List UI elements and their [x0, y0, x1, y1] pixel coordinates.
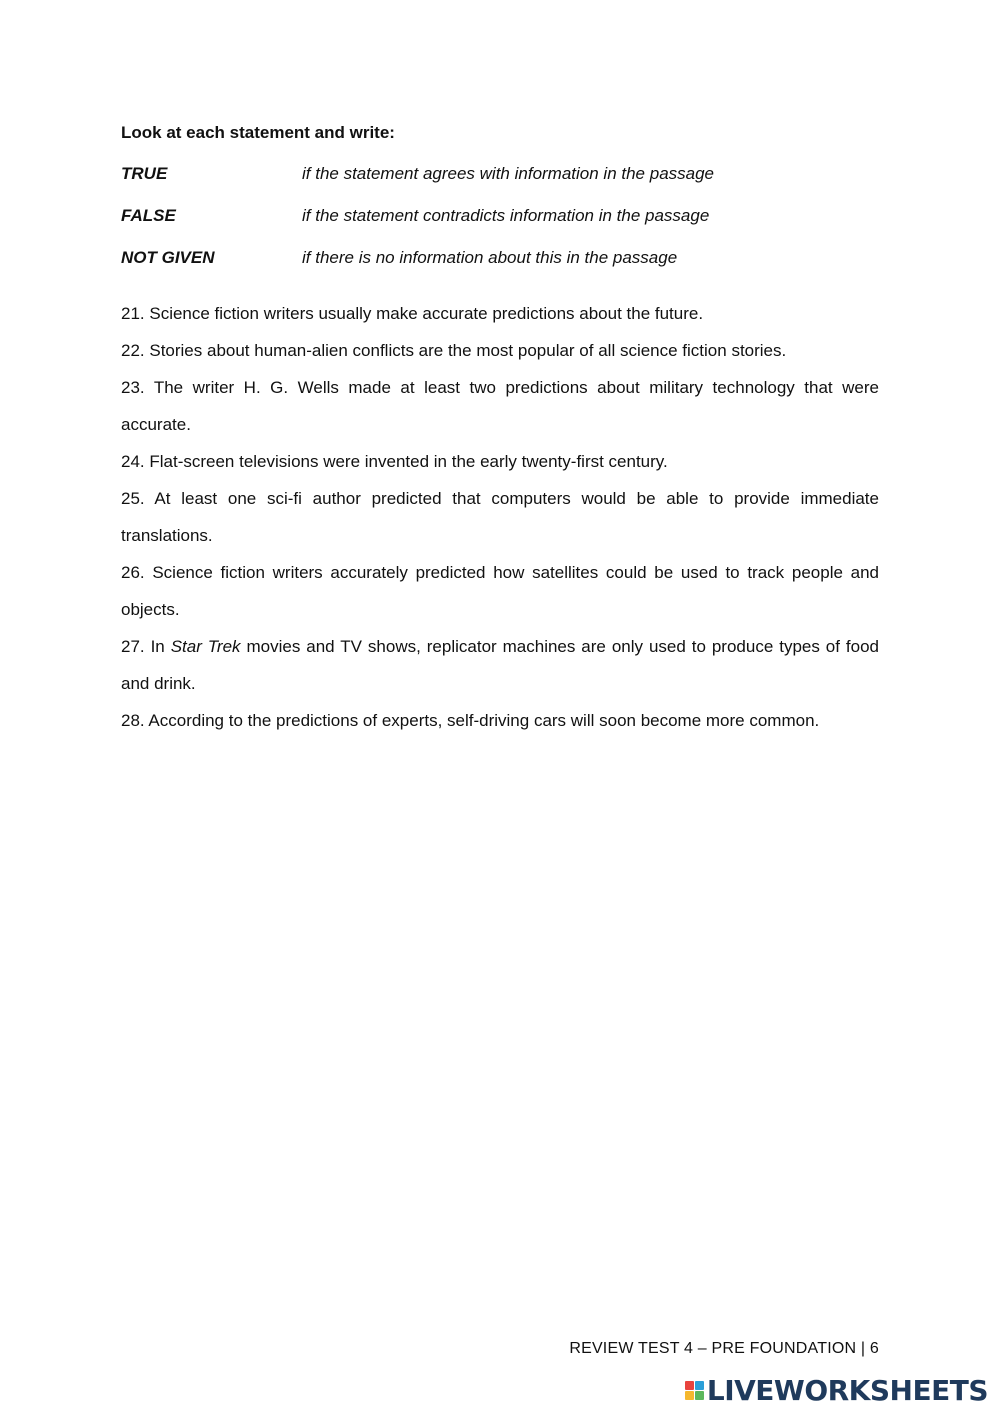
key-row-not-given [121, 248, 881, 272]
key-definition: if there is no information about this in the passage [302, 248, 678, 267]
key-term: NOT GIVEN [121, 248, 215, 267]
question-25: 25. At least one sci-fi author predicted that computers would be able to provide immediate translations. [121, 489, 879, 545]
question-24: 24. Flat-screen televisions were invented in the early twenty-first century. [121, 452, 668, 471]
logo-text: LIVEWORKSHEETS [706, 1373, 988, 1407]
instruction-heading: Look at each statement and write: [121, 123, 395, 142]
logo-squares-icon [685, 1381, 704, 1400]
question-list [121, 295, 879, 739]
key-definition: if the statement contradicts information in the passage [302, 206, 710, 225]
question-27-suffix: movies and TV shows, replicator machines are only used to produce types of food and drink. [121, 637, 879, 693]
key-term: TRUE [121, 164, 168, 183]
liveworksheets-logo [685, 1373, 988, 1407]
key-row-true [121, 164, 881, 188]
question-27-prefix: 27. In [121, 637, 171, 656]
question-27 [121, 628, 879, 702]
star-trek-title: Star Trek [170, 637, 241, 656]
question-23: 23. The writer H. G. Wells made at least two predictions about military technology that were accurate. [121, 378, 879, 434]
key-definition: if the statement agrees with information in the passage [302, 164, 715, 183]
question-26: 26. Science fiction writers accurately predicted how satellites could be used to track people and objects. [121, 563, 879, 619]
key-row-false [121, 206, 881, 230]
key-term: FALSE [121, 206, 176, 225]
page-footer: REVIEW TEST 4 – PRE FOUNDATION | 6 [569, 1340, 879, 1357]
question-22: 22. Stories about human-alien conflicts are the most popular of all science fiction stories. [121, 341, 787, 360]
question-21: 21. Science fiction writers usually make accurate predictions about the future. [121, 304, 704, 323]
question-28: 28. According to the predictions of experts, self-driving cars will soon become more common. [121, 711, 820, 730]
